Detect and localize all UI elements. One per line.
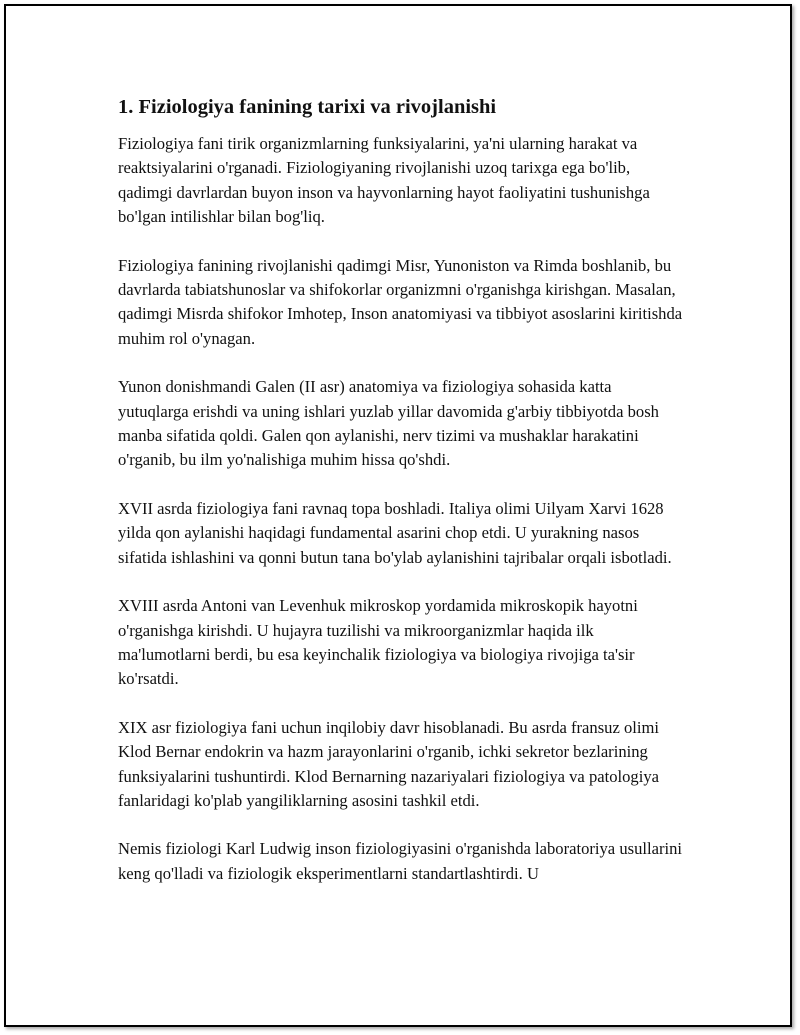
paragraph: Fiziologiya fani tirik organizmlarning funksiyalarini, ya'ni ularning harakat va reaktsiyalarini o'rganadi. Fiziologiyaning rivojlanishi uzoq tarixga ega bo'lib, qadimgi davrlardan buyon inson va hayvonlarning hayot faoliyatini tushunishga bo'lgan intilishlar bilan bog'liq. (118, 134, 650, 227)
document-body (118, 94, 684, 910)
paragraph: XVII asrda fiziologiya fani ravnaq topa boshladi. Italiya olimi Uilyam Xarvi 1628 yilda qon aylanishi haqidagi fundamental asarini chop etdi. U yurakning nasos sifatida ishlashini va qonni butun tana bo'ylab aylanishini tajribalar orqali isbotladi. (118, 498, 672, 567)
paragraph: Fiziologiya fanining rivojlanishi qadimgi Misr, Yunoniston va Rimda boshlanib, bu davrlarda tabiatshunoslar va shifokorlar organizmni o'rganishga kirishgan. Masalan, qadimgi Misrda shifokor Imhotep, Inson anatomiyasi va tibbiyot asoslarini kiritishda muhim rol o'ynagan. (118, 255, 683, 348)
section-heading: 1. Fiziologiya fanining tarixi va rivojlanishi (118, 96, 497, 118)
paragraph: XIX asr fiziologiya fani uchun inqilobiy davr hisoblanadi. Bu asrda fransuz olimi Klod Bernar endokrin va hazm jarayonlarini o'rganib, ichki sekretor bezlarining funksiyalarini tushuntirdi. Klod Bernarning nazariyalari fiziologiya va patologiya fanlaridagi ko'plab yangiliklarning asosini tashkil etdi. (118, 717, 660, 810)
paragraph: XVIII asrda Antoni van Levenhuk mikroskop yordamida mikroskopik hayotni o'rganishga kirishdi. U hujayra tuzilishi va mikroorganizmlar haqida ilk ma'lumotlarni berdi, bu esa keyinchalik fiziologiya va biologiya rivojiga ta'sir ko'rsatdi. (118, 596, 638, 689)
paragraph: Yunon donishmandi Galen (II asr) anatomiya va fiziologiya sohasida katta yutuqlarga erishdi va uning ishlari yuzlab yillar davomida g'arbiy tibbiyotda bosh manba sifatida qoldi. Galen qon aylanishi, nerv tizimi va mushaklar harakatini o'rganib, bu ilm yo'nalishiga muhim hissa qo'shdi. (118, 377, 659, 470)
paragraph: Nemis fiziologi Karl Ludwig inson fiziologiyasini o'rganishda laboratoriya usullarini keng qo'lladi va fiziologik eksperimentlarni standartlashtirdi. U (118, 839, 683, 883)
